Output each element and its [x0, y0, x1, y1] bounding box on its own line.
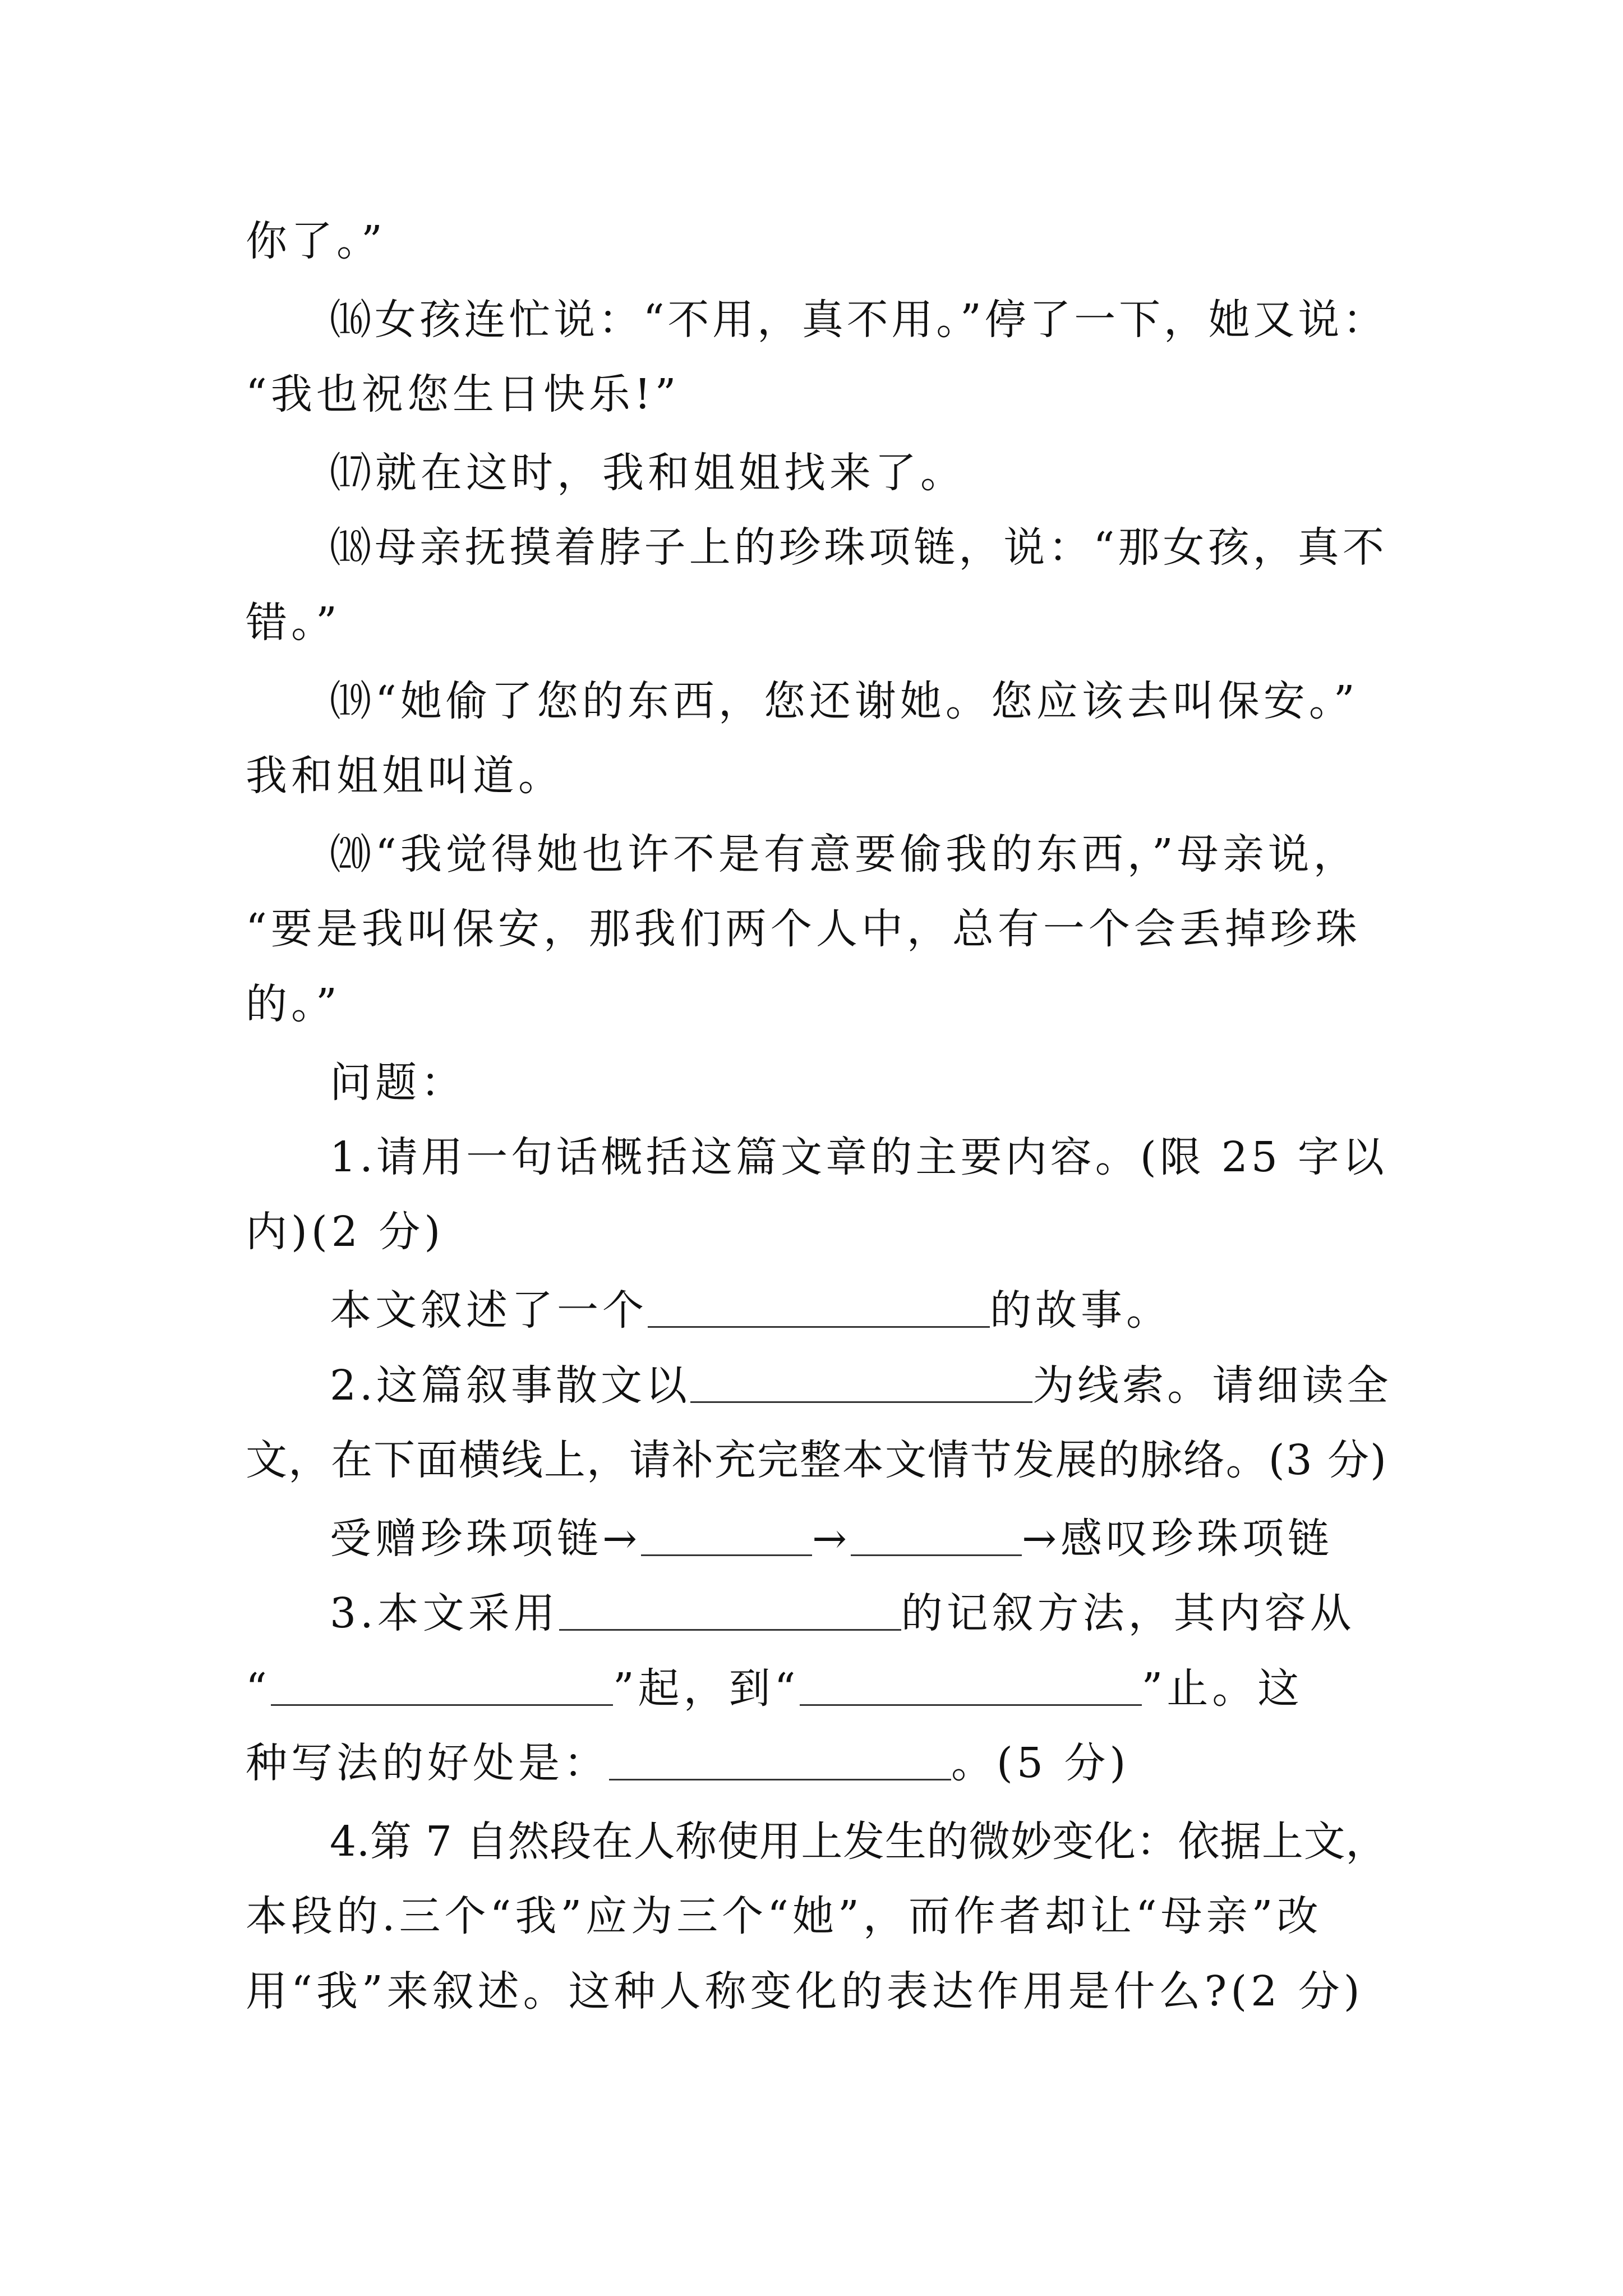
question-4-line-3: 用“我”来叙述。这种人称变化的表达作用是什么?(2 分): [246, 1967, 1364, 2016]
paragraph-20-line-3: 的。”: [246, 980, 341, 1028]
paragraph-17: ⒄就在这时，我和姐姐找来了。: [330, 449, 966, 497]
q3-mid: ”起，到“: [612, 1664, 800, 1713]
q2-prefix: 2.这篇叙事散文以: [330, 1361, 691, 1410]
question-3-line-1: [330, 1585, 1355, 1641]
question-1-line-2: 内)(2 分): [246, 1208, 445, 1256]
q1-answer-blank[interactable]: [648, 1287, 990, 1328]
q3-suffix: 的记叙方法，其内容从: [901, 1589, 1355, 1637]
q3-benefit-blank[interactable]: [609, 1740, 951, 1780]
question-3-line-2: [246, 1660, 1303, 1717]
q3-end: ”止。这: [1141, 1664, 1303, 1713]
question-4-line-2: 本段的.三个“我”应为三个“她”，而作者却让“母亲”改: [246, 1892, 1322, 1940]
q3-open-quote: “: [246, 1664, 271, 1713]
question-1-line-1: 1.请用一句话概括这篇文章的主要内容。(限 25 字以: [330, 1133, 1387, 1181]
paragraph-19-line-2: 我和姐姐叫道。: [246, 752, 564, 800]
q3-benefit-suffix: 。(5 分): [951, 1739, 1130, 1787]
question-2-line-2: 文，在下面横线上，请补充完整本文情节发展的脉络。(3 分): [246, 1436, 1387, 1484]
q1-answer-suffix: 的故事。: [990, 1286, 1172, 1335]
q2-chain-blank-2[interactable]: [851, 1515, 1022, 1556]
q1-answer-prefix: 本文叙述了一个: [330, 1286, 648, 1335]
paragraph-20-line-2: “要是我叫保安，那我们两个人中，总有一个会丢掉珍珠: [246, 905, 1361, 953]
paragraph-20-line-1: ⒇“我觉得她也许不是有意要偷我的东西，”母亲说，: [330, 830, 1359, 878]
question-2-line-1: [330, 1358, 1392, 1414]
q2-suffix: 为线索。请细读全: [1032, 1361, 1392, 1410]
q3-benefit-prefix: 种写法的好处是：: [246, 1739, 609, 1787]
q3-method-blank[interactable]: [559, 1590, 901, 1631]
question-1-answer-line: [330, 1282, 1172, 1338]
paragraph-15-tail: 你了。”: [246, 217, 386, 265]
paragraph-18-line-2: 错。”: [246, 599, 341, 647]
q2-chain-blank-1[interactable]: [641, 1515, 812, 1556]
q2-chain-start: 受赠珍珠项链→: [330, 1515, 642, 1563]
questions-heading: 问题：: [330, 1059, 466, 1107]
q2-clue-blank[interactable]: [690, 1362, 1032, 1403]
q3-end-blank[interactable]: [800, 1665, 1142, 1706]
question-2-plot-chain: [330, 1511, 1333, 1567]
question-3-line-3: [246, 1735, 1129, 1791]
paragraph-19-line-1: ⒆“她偷了您的东西，您还谢她。您应该去叫保安。”: [330, 677, 1359, 725]
question-4-line-1: 4.第 7 自然段在人称使用上发生的微妙变化：依据上文，: [330, 1818, 1387, 1866]
q3-prefix: 3.本文采用: [330, 1589, 559, 1637]
q3-start-blank[interactable]: [271, 1665, 613, 1706]
paragraph-16-line-2: “我也祝您生日快乐!”: [246, 370, 680, 418]
q2-chain-arrow: →: [812, 1515, 851, 1563]
paragraph-16-line-1: ⒃女孩连忙说：“不用，真不用。”停了一下，她又说：: [330, 296, 1387, 344]
q2-chain-end: →感叹珍珠项链: [1022, 1515, 1334, 1563]
paragraph-18-line-1: ⒅母亲抚摸着脖子上的珍珠项链，说：“那女孩，真不: [330, 523, 1387, 572]
